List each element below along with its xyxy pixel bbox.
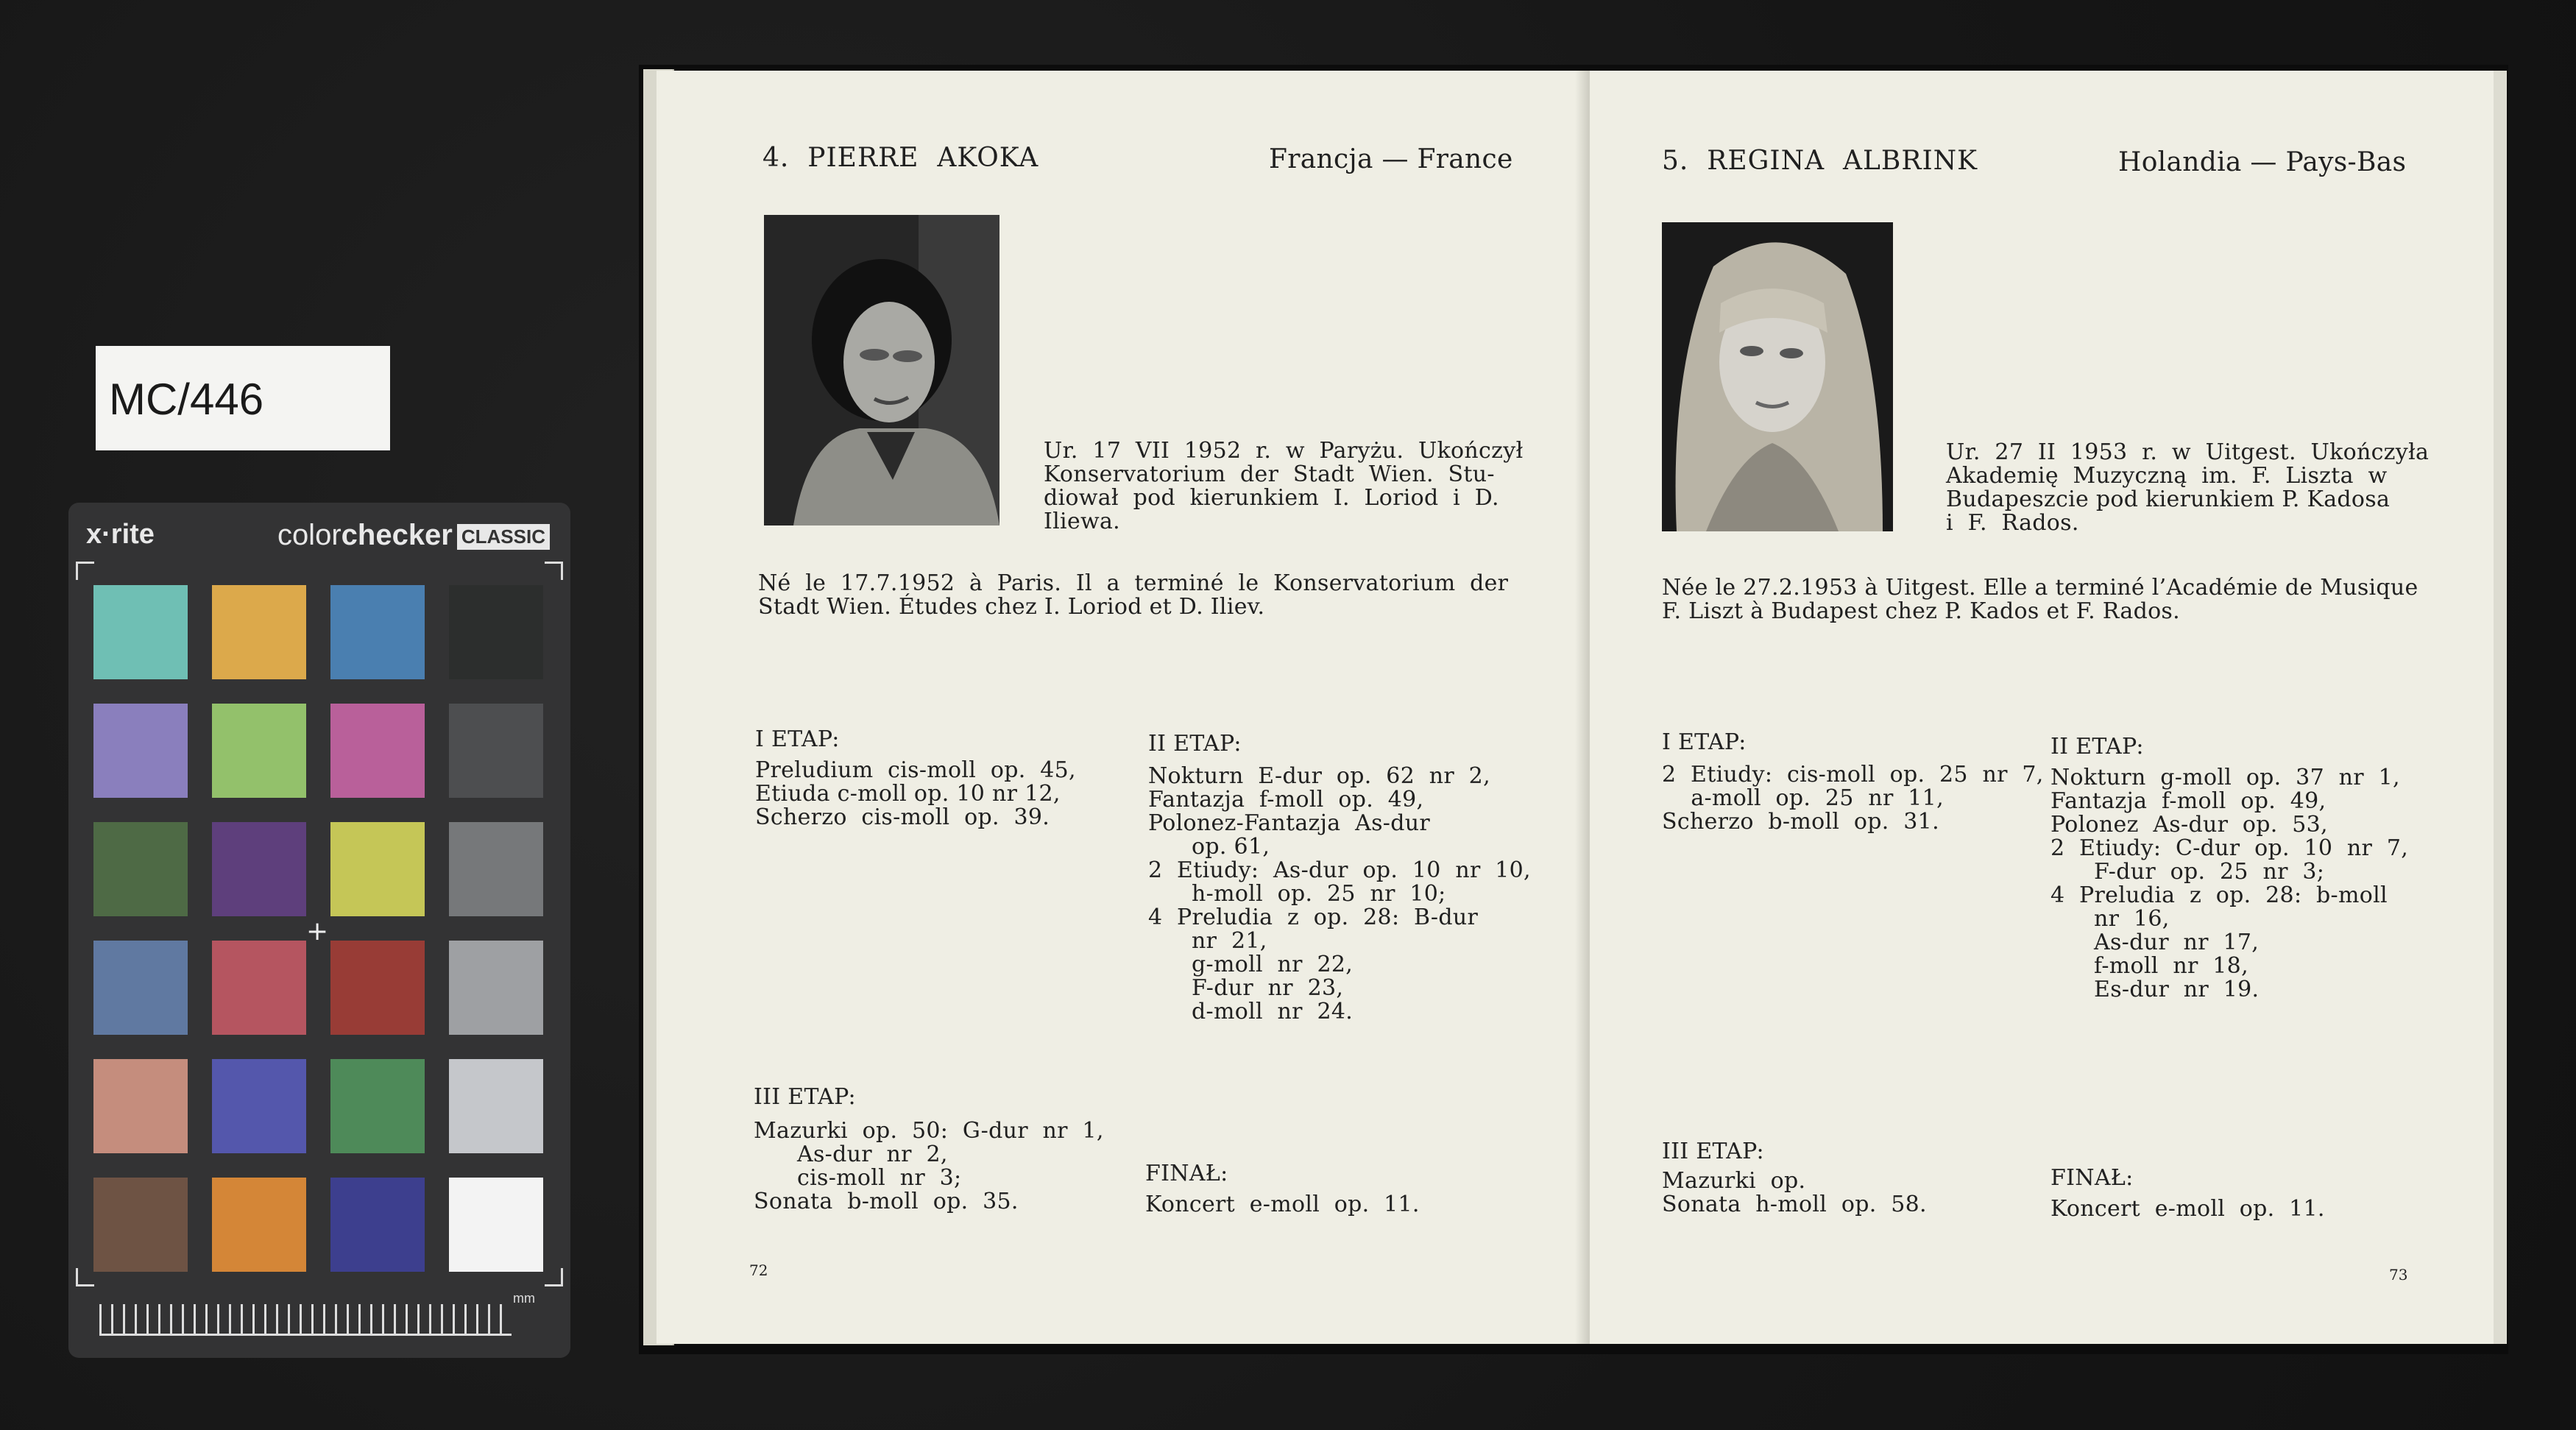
- text-line: Nokturn g-moll op. 37 nr 1,: [2050, 765, 2400, 790]
- color-swatch: [449, 704, 543, 798]
- colorchecker-logo-bold: checker: [341, 519, 453, 551]
- color-swatch: [449, 1178, 543, 1272]
- color-swatch: [212, 704, 306, 798]
- text-line: As-dur nr 2,: [754, 1141, 948, 1167]
- final-repertoire: Koncert e-moll op. 11.: [2050, 1196, 2325, 1222]
- text-line: As-dur nr 17,: [2050, 930, 2260, 955]
- color-swatch: [212, 1059, 306, 1153]
- color-swatch: [330, 1178, 425, 1272]
- corner-mark: [76, 1268, 94, 1286]
- color-swatch: [330, 704, 425, 798]
- corner-mark: [545, 1268, 563, 1286]
- color-swatch: [330, 822, 425, 916]
- text-line: a-moll op. 25 nr 11,: [1662, 785, 1944, 811]
- text-line: g-moll nr 22,: [1148, 952, 1354, 977]
- text-line: 2 Etiudy: As-dur op. 10 nr 10,: [1148, 857, 1531, 883]
- color-swatch: [93, 822, 188, 916]
- stage1-title: I ETAP:: [1662, 729, 1747, 755]
- text-line: Né le 17.7.1952 à Paris. Il a terminé le Konservatorium der: [758, 570, 1509, 596]
- text-line: Mazurki op. 50: G-dur nr 1,: [754, 1118, 1104, 1144]
- color-swatch: [212, 822, 306, 916]
- final-title: FINAŁ:: [1145, 1161, 1228, 1186]
- text-line: Budapeszcie pod kierunkiem P. Kadosa: [1946, 486, 2391, 512]
- text-line: F. Liszt à Budapest chez P. Kados et F. Rados.: [1662, 598, 2180, 624]
- text-line: d-moll nr 24.: [1148, 999, 1354, 1024]
- text-line: F-dur nr 23,: [1148, 975, 1344, 1001]
- color-swatch: [93, 1178, 188, 1272]
- portrait-man-image: [764, 215, 999, 525]
- competitor-country: Holandia — Pays-Bas: [2118, 147, 2407, 177]
- text-line: Sonata b-moll op. 35.: [754, 1189, 1019, 1214]
- classic-badge: CLASSIC: [457, 524, 550, 550]
- text-line: diował pod kierunkiem I. Loriod i D.: [1044, 485, 1499, 511]
- competitor-name: 4. PIERRE AKOKA: [762, 143, 1039, 173]
- portrait-photo: [1662, 222, 1893, 531]
- text-line: Stadt Wien. Études chez I. Loriod et D. Iliev.: [758, 594, 1265, 620]
- competitor-name: 5. REGINA ALBRINK: [1662, 146, 1978, 176]
- color-swatch: [212, 1178, 306, 1272]
- text-line: i F. Rados.: [1946, 510, 2079, 536]
- color-swatch: [449, 941, 543, 1035]
- text-line: h-moll op. 25 nr 10;: [1148, 881, 1446, 907]
- text-line: nr 21,: [1148, 928, 1267, 954]
- text-line: Ur. 17 VII 1952 r. w Paryżu. Ukończył: [1044, 438, 1524, 464]
- color-swatch: [212, 585, 306, 679]
- text-line: Née le 27.2.1953 à Uitgest. Elle a terminé l’Académie de Musique: [1662, 575, 2418, 601]
- page-edges-right: [2494, 71, 2507, 1344]
- text-line: Nokturn E-dur op. 62 nr 2,: [1148, 763, 1490, 789]
- final-title: FINAŁ:: [2050, 1165, 2134, 1191]
- mm-ruler: [99, 1304, 512, 1336]
- page-number: 73: [2389, 1266, 2408, 1284]
- text-line: Mazurki op.: [1662, 1168, 1806, 1194]
- text-line: op. 61,: [1148, 834, 1270, 860]
- corner-mark: [76, 562, 94, 580]
- color-swatch: [330, 585, 425, 679]
- text-line: Fantazja f-moll op. 49,: [1148, 787, 1424, 813]
- text-line: 4 Preludia z op. 28: b-moll: [2050, 882, 2388, 908]
- crosshair-icon: +: [306, 916, 329, 946]
- color-swatch: [93, 704, 188, 798]
- color-swatch: [330, 941, 425, 1035]
- competitor-country: Francja — France: [1269, 144, 1513, 174]
- colorchecker-logo: [277, 519, 550, 552]
- stage2-title: II ETAP:: [2050, 734, 2144, 760]
- text-line: Scherzo b-moll op. 31.: [1662, 809, 1939, 835]
- stage2-title: II ETAP:: [1148, 731, 1242, 757]
- text-line: Scherzo cis-moll op. 39.: [755, 804, 1050, 830]
- text-line: nr 16,: [2050, 906, 2170, 932]
- color-swatch: [449, 822, 543, 916]
- left-page: [657, 71, 1588, 1344]
- colorchecker-logo-light: color: [277, 519, 342, 551]
- ruler-unit: mm: [513, 1291, 535, 1306]
- text-line: 4 Preludia z op. 28: B-dur: [1148, 905, 1479, 930]
- color-swatch: [93, 1059, 188, 1153]
- text-line: Iliewa.: [1044, 509, 1120, 534]
- text-line: Ur. 27 II 1953 r. w Uitgest. Ukończyła: [1946, 439, 2430, 465]
- portrait-woman-image: [1662, 222, 1893, 531]
- text-line: Konservatorium der Stadt Wien. Stu-: [1044, 461, 1495, 487]
- text-line: Fantazja f-moll op. 49,: [2050, 788, 2326, 814]
- text-line: cis-moll nr 3;: [754, 1165, 962, 1191]
- right-page: [1590, 71, 2499, 1344]
- text-line: 2 Etiudy: C-dur op. 10 nr 7,: [2050, 835, 2409, 861]
- final-repertoire: Koncert e-moll op. 11.: [1145, 1192, 1420, 1217]
- archive-label: MC/446: [96, 346, 390, 450]
- stage3-title: III ETAP:: [1662, 1139, 1764, 1164]
- color-swatch: [93, 941, 188, 1035]
- text-line: Es-dur nr 19.: [2050, 977, 2260, 1002]
- text-line: Polonez As-dur op. 53,: [2050, 812, 2328, 838]
- text-line: Akademię Muzyczną im. F. Liszta w: [1946, 463, 2388, 489]
- text-line: Polonez-Fantazja As-dur: [1148, 810, 1430, 836]
- text-line: Sonata h-moll op. 58.: [1662, 1192, 1927, 1217]
- page-number: 72: [749, 1261, 768, 1279]
- text-line: Etiuda c-moll op. 10 nr 12,: [755, 781, 1061, 807]
- color-swatch: [93, 585, 188, 679]
- color-swatch: [449, 585, 543, 679]
- text-line: 2 Etiudy: cis-moll op. 25 nr 7,: [1662, 762, 2044, 787]
- text-line: f-moll nr 18,: [2050, 953, 2248, 979]
- text-line: F-dur op. 25 nr 3;: [2050, 859, 2325, 885]
- stage1-title: I ETAP:: [755, 726, 840, 752]
- corner-mark: [545, 562, 563, 580]
- text-line: Preludium cis-moll op. 45,: [755, 757, 1076, 783]
- color-swatch: [330, 1059, 425, 1153]
- color-swatch: [212, 941, 306, 1035]
- color-swatch: [449, 1059, 543, 1153]
- portrait-photo: [764, 215, 999, 525]
- xrite-logo: x·rite: [86, 519, 155, 550]
- stage3-title: III ETAP:: [754, 1084, 856, 1110]
